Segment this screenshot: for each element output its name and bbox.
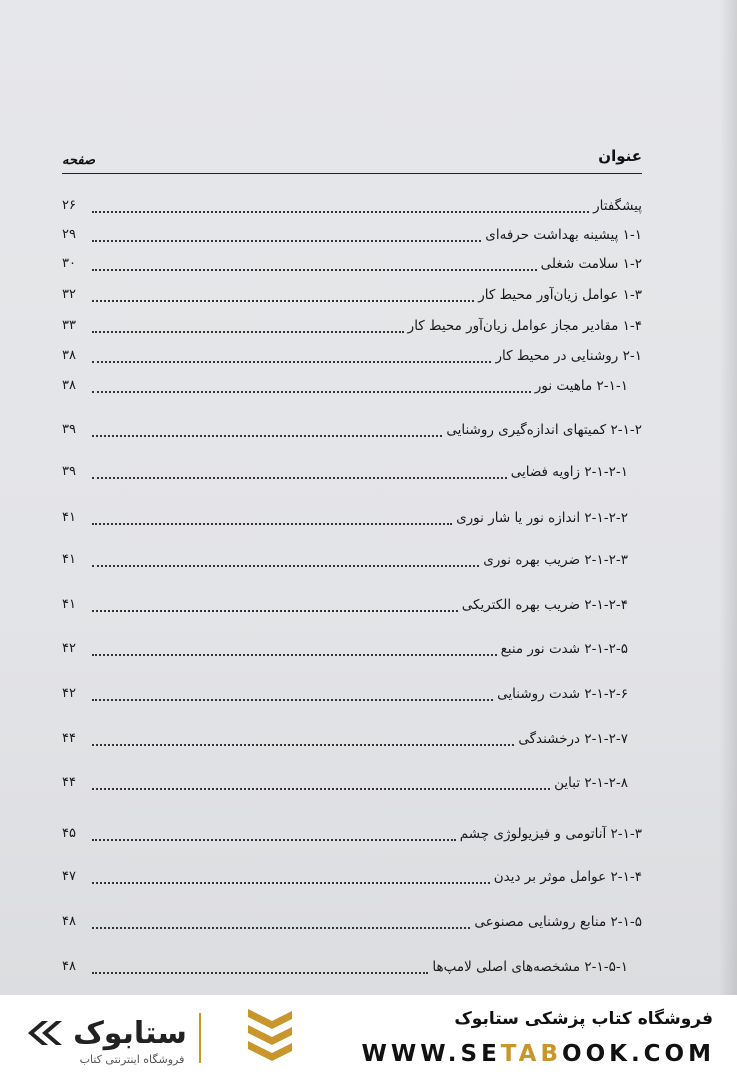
toc-entry	[62, 727, 642, 749]
store-name: فروشگاه کتاب پزشکی ستابوک	[454, 1009, 713, 1029]
toc-entry-page: ۴۴	[62, 731, 76, 746]
toc-entry-title: ۲-۱-۵ منابع روشنایی مصنوعی	[474, 914, 642, 930]
toc-entry-leader	[92, 654, 497, 656]
toc-entry-page: ۴۱	[62, 597, 76, 612]
toc-entry	[62, 418, 642, 440]
toc-entry-page: ۳۹	[62, 422, 76, 437]
toc-entry-page: ۴۱	[62, 552, 76, 567]
toc-entry	[62, 955, 642, 977]
toc-entry-title: ۲-۱-۲-۷ درخشندگی	[518, 731, 628, 747]
toc-entry-title: ۲-۱-۲-۴ ضریب بهره الکتریکی	[461, 597, 628, 613]
toc-entry-title: ۲-۱-۱ ماهیت نور	[534, 378, 628, 394]
toc-entry-leader	[92, 565, 479, 567]
toc-entry-page: ۳۸	[62, 378, 76, 393]
toc-entry-title: ۲-۱-۲-۶ شدت روشنایی	[497, 686, 628, 702]
logo-text: ستابوک	[73, 1016, 187, 1051]
toc-entry-page: ۴۲	[62, 641, 76, 656]
toc-entry	[62, 460, 642, 482]
toc-entry-title: ۲-۱-۵-۱ مشخصه‌های اصلی لامپ‌ها	[432, 959, 628, 975]
toc-title-column-label: عنوان	[598, 147, 642, 165]
toc-entry-page: ۳۰	[62, 256, 76, 271]
toc-entry-title: ۲-۱-۲-۲ اندازه نور یا شار نوری	[456, 510, 628, 526]
toc-entry	[62, 822, 642, 844]
toc-entry-page: ۴۱	[62, 510, 76, 525]
toc-entry-title: ۲-۱-۴ عوامل موثر بر دیدن	[493, 869, 642, 885]
toc-entry-leader	[92, 610, 458, 612]
store-website[interactable]	[362, 1041, 715, 1067]
toc-page-column-label: صفحه	[62, 153, 95, 168]
toc-entry-leader	[92, 744, 514, 746]
toc-header	[62, 145, 642, 174]
toc-entry-page: ۴۵	[62, 826, 76, 841]
toc-entry-title: ۲-۱-۲ کمیتهای اندازه‌گیری روشنایی	[446, 422, 642, 438]
toc-entry-leader	[92, 331, 404, 333]
toc-entry-page: ۴۸	[62, 914, 76, 929]
toc-entry-page: ۳۲	[62, 287, 76, 302]
logo-subtitle: فروشگاه اینترنتی کتاب	[79, 1053, 185, 1066]
logo-shelf-icon	[248, 1009, 292, 1061]
toc-entry	[62, 506, 642, 528]
toc-entry-leader	[92, 477, 507, 479]
toc-entry-leader	[92, 211, 589, 213]
toc-entry-leader	[92, 927, 470, 929]
toc-entry-page: ۳۳	[62, 318, 76, 333]
toc-entry-title: پیشگفتار	[593, 198, 642, 214]
toc-entry-leader	[92, 523, 452, 525]
toc-entry	[62, 252, 642, 274]
toc-entry	[62, 344, 642, 366]
toc-entry-leader	[92, 391, 531, 393]
toc-entry-leader	[92, 361, 491, 363]
setabook-logo	[22, 1003, 292, 1073]
toc-entry-title: ۱-۱ پیشینه بهداشت حرفه‌ای	[485, 227, 642, 243]
toc-entry	[62, 771, 642, 793]
toc-entry	[62, 283, 642, 305]
toc-entry	[62, 548, 642, 570]
toc-entry-page: ۲۹	[62, 227, 76, 242]
store-footer-banner	[0, 995, 737, 1080]
site-part-1: WWW.SE	[361, 1041, 501, 1067]
toc-entry-page: ۴۴	[62, 775, 76, 790]
toc-entry-title: ۲-۱-۲-۸ تباین	[554, 775, 628, 791]
toc-entry-title: ۲-۱-۲-۵ شدت نور منبع	[500, 641, 628, 657]
toc-entry	[62, 682, 642, 704]
toc-entry	[62, 194, 642, 216]
toc-entry	[62, 314, 642, 336]
toc-entry-leader	[92, 699, 493, 701]
toc-entry-page: ۴۸	[62, 959, 76, 974]
toc-entry	[62, 637, 642, 659]
toc-entry-page: ۴۷	[62, 869, 76, 884]
toc-entry-leader	[92, 300, 474, 302]
toc-entry-leader	[92, 972, 428, 974]
logo-chevrons-icon	[28, 1021, 62, 1045]
toc-entry	[62, 374, 642, 396]
toc-entry-title: ۲-۱ روشنایی در محیط کار	[495, 348, 642, 364]
toc-entry-leader	[92, 269, 537, 271]
toc-entry-title: ۱-۲ سلامت شغلی	[540, 256, 642, 272]
toc-entry-leader	[92, 839, 456, 841]
toc-entry-title: ۱-۴ مقادیر مجاز عوامل زیان‌آور محیط کار	[407, 318, 642, 334]
toc-entry	[62, 593, 642, 615]
toc-entry-title: ۲-۱-۲-۱ زاویه فضایی	[510, 464, 628, 480]
toc-entry-page: ۲۶	[62, 198, 76, 213]
toc-entry-title: ۱-۳ عوامل زیان‌آور محیط کار	[478, 287, 642, 303]
site-part-2: OOK.COM	[562, 1041, 715, 1067]
site-accent: TAB	[500, 1041, 563, 1067]
toc-entry-page: ۳۸	[62, 348, 76, 363]
toc-entry-leader	[92, 240, 481, 242]
toc-entry	[62, 910, 642, 932]
toc-entry	[62, 865, 642, 887]
page-fold-shadow	[719, 0, 737, 995]
toc-entry-leader	[92, 435, 442, 437]
toc-entry-leader	[92, 882, 490, 884]
toc-entry-page: ۴۲	[62, 686, 76, 701]
toc-entry-page: ۳۹	[62, 464, 76, 479]
toc-entry-leader	[92, 788, 550, 790]
toc-entry-title: ۲-۱-۲-۳ ضریب بهره نوری	[483, 552, 628, 568]
toc-entry-title: ۲-۱-۳ آناتومی و فیزیولوژی چشم	[459, 826, 642, 842]
toc-entry	[62, 223, 642, 245]
